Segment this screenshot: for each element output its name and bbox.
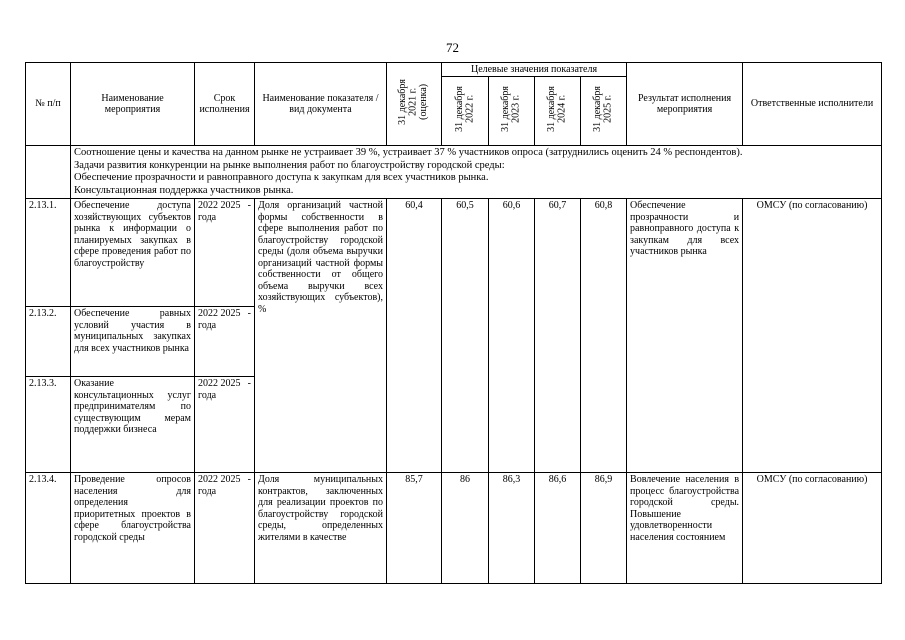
- value-2022: 60,5: [442, 199, 489, 473]
- term-cell: 2022 2025 - года: [195, 307, 255, 377]
- header-event: Наименование мероприятия: [71, 63, 195, 146]
- header-num: № п/п: [26, 63, 71, 146]
- intro-text: [71, 146, 882, 199]
- row-number: 2.13.3.: [26, 377, 71, 473]
- value-2021: 85,7: [387, 473, 442, 584]
- indicator-name: Доля муниципальных контрактов, заключенных для реализации проектов по благоустройству городской среды, определенных жителями в качестве: [255, 473, 387, 584]
- value-2025: 86,9: [581, 473, 627, 584]
- intro-line: Соотношение цены и качества на данном рынке не устраивает 39 %, устраивает 37 % участников опроса (затруднились оценить 24 % респондентов).: [74, 147, 743, 158]
- responsible-text: ОМСУ (по согласованию): [743, 473, 882, 584]
- indicator-name: Доля организаций частной формы собственности в сфере выполнения работ по благоустройству городской среды (доля объема выручки организаций частной формы собственности от общего объема выручки всех хозяйствующих субъектов), %: [255, 199, 387, 473]
- responsible-text: ОМСУ (по согласованию): [743, 199, 882, 473]
- value-2022: 86: [442, 473, 489, 584]
- header-row: [26, 63, 882, 77]
- intro-line: Обеспечение прозрачности и равноправного доступа к закупкам для всех участников рынка.: [74, 172, 489, 183]
- term-cell: 2022 2025 - года: [195, 199, 255, 307]
- header-target-values: Целевые значения показателя: [442, 63, 627, 77]
- row-number: 2.13.4.: [26, 473, 71, 584]
- value-2025: 60,8: [581, 199, 627, 473]
- row-number: 2.13.1.: [26, 199, 71, 307]
- page-number: 72: [446, 40, 459, 55]
- table-row: [26, 199, 882, 307]
- measures-table: [25, 62, 882, 584]
- table-row: [26, 473, 882, 584]
- event-name: Оказание консультационных услуг предпринимателям по существующим мерам поддержки бизнеса: [71, 377, 195, 473]
- term-cell: 2022 2025 - года: [195, 473, 255, 584]
- event-name: Обеспечение равных условий участия в муниципальных закупках для всех участников рынка: [71, 307, 195, 377]
- intro-line: Консультационная поддержка участников рынка.: [74, 184, 294, 196]
- header-2022: 31 декабря 2022 г.: [442, 77, 489, 146]
- result-text: Вовлечение населения в процесс благоустройства городской среды. Повышение удовлетворенности населения состоянием: [627, 473, 743, 584]
- header-responsible: Ответственные исполнители: [743, 63, 882, 146]
- intro-line: Задачи развития конкуренции на рынке выполнения работ по благоустройству городской среды:: [74, 159, 505, 171]
- event-name: Обеспечение доступа хозяйствующих субъектов рынка к информации о планируемых закупках в сфере проведения работ по благоустройству: [71, 199, 195, 307]
- header-2025: 31 декабря 2025 г.: [581, 77, 627, 146]
- header-2023: 31 декабря 2023 г.: [489, 77, 535, 146]
- value-2023: 86,3: [489, 473, 535, 584]
- term-cell: 2022 2025 - года: [195, 377, 255, 473]
- intro-row: [26, 146, 882, 199]
- header-term: Срок исполнения: [195, 63, 255, 146]
- result-text: Обеспечение прозрачности и равноправного доступа к закупкам для всех участников рынка: [627, 199, 743, 473]
- header-result: Результат исполнения мероприятия: [627, 63, 743, 146]
- value-2023: 60,6: [489, 199, 535, 473]
- value-2024: 86,6: [535, 473, 581, 584]
- row-number: 2.13.2.: [26, 307, 71, 377]
- header-indicator: Наименование показателя / вид документа: [255, 63, 387, 146]
- header-2024: 31 декабря 2024 г.: [535, 77, 581, 146]
- value-2024: 60,7: [535, 199, 581, 473]
- event-name: Проведение опросов населения для определения приоритетных проектов в сфере благоустройства городской среды: [71, 473, 195, 584]
- intro-num-cell: [26, 146, 71, 199]
- header-2021: 31 декабря 2021 г. (оценка): [387, 63, 442, 146]
- value-2021: 60,4: [387, 199, 442, 473]
